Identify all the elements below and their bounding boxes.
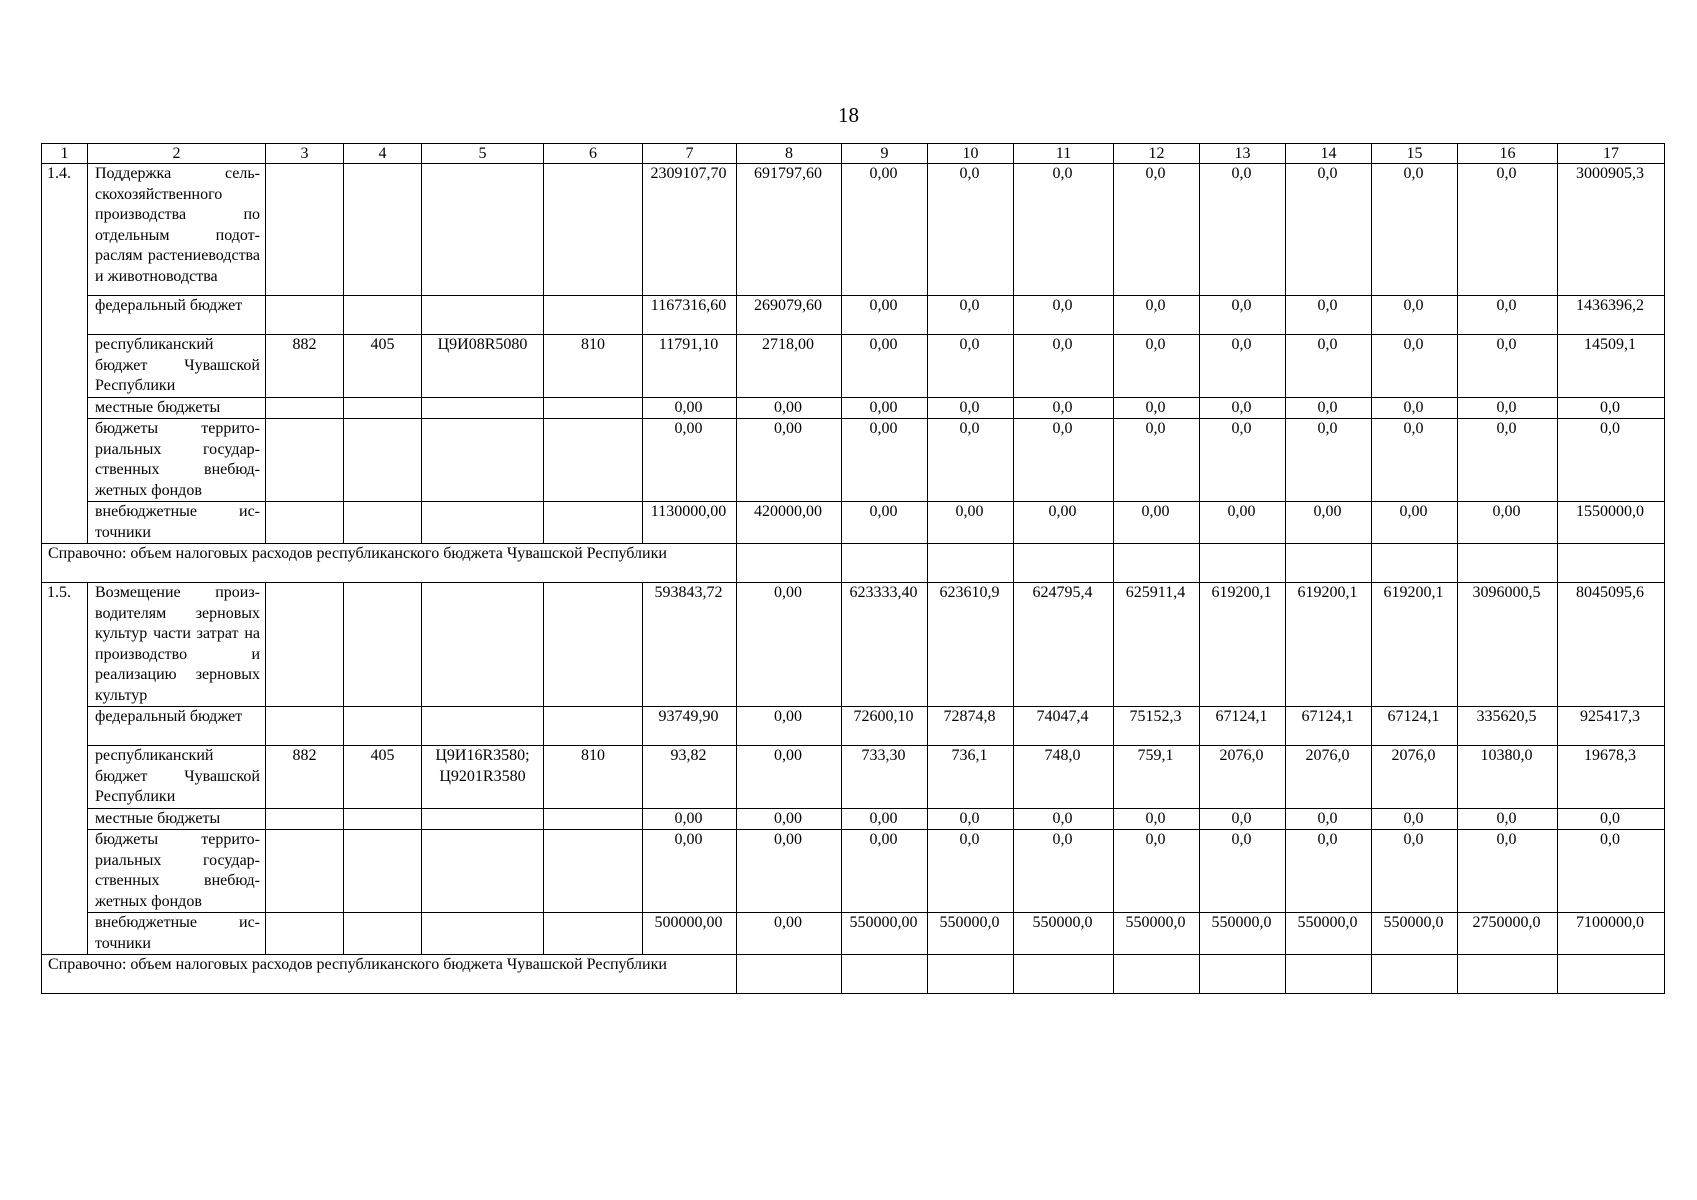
amount-cell: 0,00	[737, 830, 842, 913]
amount-cell: 0,0	[1286, 296, 1372, 335]
amount-cell: 0,0	[1200, 419, 1286, 502]
ministry-code-cell	[266, 707, 344, 746]
row-label-cell: Поддержка сельскохозяйственного производства по отдельным подотраслям растениеводства и животноводства	[88, 164, 266, 296]
amount-cell: 0,0	[1200, 335, 1286, 398]
amount-cell: 0,0	[1372, 296, 1458, 335]
column-number-cell: 14	[1286, 144, 1372, 164]
amount-cell: 0,00	[1458, 502, 1558, 544]
row-label-cell: бюджеты территориальных государственных внебюджетных фондов	[88, 419, 266, 502]
empty-cell	[1286, 955, 1372, 994]
amount-cell: 0,0	[1372, 335, 1458, 398]
expense-type-cell	[544, 583, 643, 707]
amount-cell: 0,0	[1458, 397, 1558, 419]
section-code-cell	[344, 913, 422, 955]
empty-cell	[737, 955, 842, 994]
table-row	[42, 746, 1665, 809]
target-article-cell	[422, 913, 544, 955]
column-number-cell: 11	[1014, 144, 1114, 164]
target-article-cell	[422, 808, 544, 830]
empty-cell	[1558, 955, 1665, 994]
row-label-cell: республиканский бюджет Чувашской Республики	[88, 746, 266, 809]
amount-cell: 550000,0	[1372, 913, 1458, 955]
target-article-cell	[422, 419, 544, 502]
amount-cell: 0,0	[1014, 397, 1114, 419]
row-label-cell: республиканский бюджет Чувашской Республики	[88, 335, 266, 398]
empty-cell	[737, 544, 842, 583]
amount-cell: 2750000,0	[1458, 913, 1558, 955]
amount-cell: 19678,3	[1558, 746, 1665, 809]
target-article-cell: Ц9И08R5080	[422, 335, 544, 398]
section-code-cell	[344, 830, 422, 913]
table-row	[42, 502, 1665, 544]
amount-cell: 0,00	[737, 746, 842, 809]
amount-cell: 550000,00	[842, 913, 928, 955]
row-label-cell: бюджеты территориальных государственных внебюджетных фондов	[88, 830, 266, 913]
target-article-cell	[422, 583, 544, 707]
empty-cell	[842, 544, 928, 583]
section-code-cell: 405	[344, 335, 422, 398]
amount-cell: 269079,60	[737, 296, 842, 335]
ministry-code-cell	[266, 808, 344, 830]
column-number-cell: 16	[1458, 144, 1558, 164]
target-article-cell: Ц9И16R3580; Ц9201R3580	[422, 746, 544, 809]
amount-cell: 0,00	[737, 397, 842, 419]
table-row	[42, 419, 1665, 502]
amount-cell: 0,0	[1286, 808, 1372, 830]
expense-type-cell	[544, 830, 643, 913]
empty-cell	[1458, 544, 1558, 583]
amount-cell: 0,0	[1114, 830, 1200, 913]
column-number-cell: 10	[928, 144, 1014, 164]
amount-cell: 736,1	[928, 746, 1014, 809]
empty-cell	[928, 544, 1014, 583]
amount-cell: 0,0	[1014, 830, 1114, 913]
amount-cell: 925417,3	[1558, 707, 1665, 746]
amount-cell: 0,0	[1558, 419, 1665, 502]
amount-cell: 93749,90	[643, 707, 737, 746]
target-article-cell	[422, 397, 544, 419]
amount-cell: 0,0	[1014, 419, 1114, 502]
amount-cell: 0,0	[928, 296, 1014, 335]
row-label-cell: Возмещение производителям зерновых культур части затрат на производство и реализацию зерновых культур	[88, 583, 266, 707]
target-article-cell	[422, 830, 544, 913]
amount-cell: 0,00	[1014, 502, 1114, 544]
amount-cell: 11791,10	[643, 335, 737, 398]
amount-cell: 0,0	[1200, 296, 1286, 335]
amount-cell: 93,82	[643, 746, 737, 809]
amount-cell: 0,00	[842, 502, 928, 544]
empty-cell	[928, 955, 1014, 994]
column-number-cell: 2	[88, 144, 266, 164]
amount-cell: 0,0	[1558, 808, 1665, 830]
ministry-code-cell	[266, 830, 344, 913]
amount-cell: 0,0	[928, 164, 1014, 296]
amount-cell: 550000,0	[1286, 913, 1372, 955]
amount-cell: 619200,1	[1286, 583, 1372, 707]
amount-cell: 0,0	[1558, 830, 1665, 913]
amount-cell: 733,30	[842, 746, 928, 809]
expense-type-cell	[544, 164, 643, 296]
amount-cell: 0,0	[1114, 335, 1200, 398]
section-code-cell	[344, 296, 422, 335]
amount-cell: 550000,0	[928, 913, 1014, 955]
amount-cell: 0,00	[928, 502, 1014, 544]
amount-cell: 0,00	[1200, 502, 1286, 544]
amount-cell: 0,00	[1114, 502, 1200, 544]
amount-cell: 0,0	[1014, 335, 1114, 398]
amount-cell: 0,0	[1014, 808, 1114, 830]
amount-cell: 0,0	[1372, 164, 1458, 296]
amount-cell: 550000,0	[1200, 913, 1286, 955]
section-code-cell	[344, 397, 422, 419]
amount-cell: 67124,1	[1372, 707, 1458, 746]
table-row	[42, 830, 1665, 913]
section-code-cell	[344, 808, 422, 830]
amount-cell: 7100000,0	[1558, 913, 1665, 955]
target-article-cell	[422, 707, 544, 746]
amount-cell: 0,0	[1558, 397, 1665, 419]
reference-note-cell: Справочно: объем налоговых расходов республиканского бюджета Чувашской Республики	[42, 544, 737, 583]
ministry-code-cell: 882	[266, 335, 344, 398]
amount-cell: 0,0	[1014, 164, 1114, 296]
column-number-cell: 7	[643, 144, 737, 164]
row-label-cell: федеральный бюджет	[88, 707, 266, 746]
target-article-cell	[422, 296, 544, 335]
amount-cell: 0,00	[842, 419, 928, 502]
amount-cell: 8045095,6	[1558, 583, 1665, 707]
empty-cell	[1014, 544, 1114, 583]
amount-cell: 0,0	[1014, 296, 1114, 335]
column-number-cell: 6	[544, 144, 643, 164]
page-number: 18	[838, 103, 859, 127]
amount-cell: 550000,0	[1014, 913, 1114, 955]
empty-cell	[1200, 955, 1286, 994]
amount-cell: 0,0	[1200, 397, 1286, 419]
column-number-cell: 17	[1558, 144, 1665, 164]
ministry-code-cell	[266, 397, 344, 419]
section-code-cell: 405	[344, 746, 422, 809]
amount-cell: 0,0	[1286, 335, 1372, 398]
amount-cell: 0,0	[1458, 164, 1558, 296]
amount-cell: 0,0	[1286, 397, 1372, 419]
amount-cell: 0,0	[1114, 397, 1200, 419]
amount-cell: 0,00	[842, 296, 928, 335]
amount-cell: 0,0	[1286, 164, 1372, 296]
amount-cell: 0,00	[842, 164, 928, 296]
amount-cell: 0,00	[842, 830, 928, 913]
amount-cell: 2309107,70	[643, 164, 737, 296]
amount-cell: 0,00	[737, 913, 842, 955]
amount-cell: 0,0	[1114, 164, 1200, 296]
table-row	[42, 164, 1665, 296]
amount-cell: 2076,0	[1286, 746, 1372, 809]
reference-note-row	[42, 544, 1665, 583]
amount-cell: 0,00	[643, 808, 737, 830]
amount-cell: 550000,0	[1114, 913, 1200, 955]
amount-cell: 75152,3	[1114, 707, 1200, 746]
expense-type-cell	[544, 502, 643, 544]
amount-cell: 74047,4	[1014, 707, 1114, 746]
amount-cell: 67124,1	[1286, 707, 1372, 746]
amount-cell: 0,0	[1114, 419, 1200, 502]
amount-cell: 0,00	[842, 397, 928, 419]
amount-cell: 0,0	[928, 419, 1014, 502]
row-label-cell: местные бюджеты	[88, 397, 266, 419]
amount-cell: 0,00	[643, 397, 737, 419]
amount-cell: 10380,0	[1458, 746, 1558, 809]
table-row	[42, 397, 1665, 419]
amount-cell: 0,0	[1200, 808, 1286, 830]
table-row	[42, 913, 1665, 955]
table-row	[42, 335, 1665, 398]
amount-cell: 0,0	[1114, 296, 1200, 335]
amount-cell: 1550000,0	[1558, 502, 1665, 544]
amount-cell: 0,00	[1372, 502, 1458, 544]
column-number-cell: 4	[344, 144, 422, 164]
amount-cell: 0,0	[1458, 419, 1558, 502]
amount-cell: 0,00	[737, 419, 842, 502]
row-label-cell: внебюджетные источники	[88, 502, 266, 544]
amount-cell: 0,00	[842, 808, 928, 830]
amount-cell: 619200,1	[1372, 583, 1458, 707]
item-number-cell: 1.5.	[42, 583, 88, 955]
amount-cell: 0,0	[928, 808, 1014, 830]
amount-cell: 0,0	[1114, 808, 1200, 830]
ministry-code-cell	[266, 502, 344, 544]
section-code-cell	[344, 583, 422, 707]
empty-cell	[1014, 955, 1114, 994]
amount-cell: 14509,1	[1558, 335, 1665, 398]
ministry-code-cell	[266, 583, 344, 707]
expense-type-cell	[544, 913, 643, 955]
ministry-code-cell: 882	[266, 746, 344, 809]
amount-cell: 420000,00	[737, 502, 842, 544]
empty-cell	[1458, 955, 1558, 994]
column-number-cell: 12	[1114, 144, 1200, 164]
amount-cell: 0,0	[1372, 808, 1458, 830]
expense-type-cell: 810	[544, 335, 643, 398]
amount-cell: 625911,4	[1114, 583, 1200, 707]
amount-cell: 0,0	[1458, 296, 1558, 335]
amount-cell: 0,0	[1458, 335, 1558, 398]
amount-cell: 0,00	[737, 808, 842, 830]
empty-cell	[1114, 544, 1200, 583]
ministry-code-cell	[266, 419, 344, 502]
amount-cell: 0,0	[1372, 419, 1458, 502]
section-code-cell	[344, 707, 422, 746]
empty-cell	[1372, 955, 1458, 994]
amount-cell: 619200,1	[1200, 583, 1286, 707]
amount-cell: 748,0	[1014, 746, 1114, 809]
amount-cell: 0,0	[1286, 830, 1372, 913]
section-code-cell	[344, 164, 422, 296]
section-code-cell	[344, 502, 422, 544]
column-number-cell: 1	[42, 144, 88, 164]
amount-cell: 0,0	[1458, 808, 1558, 830]
empty-cell	[842, 955, 928, 994]
table-row	[42, 296, 1665, 335]
amount-cell: 1167316,60	[643, 296, 737, 335]
amount-cell: 0,0	[928, 830, 1014, 913]
amount-cell: 72874,8	[928, 707, 1014, 746]
amount-cell: 0,00	[737, 583, 842, 707]
row-label-cell: федеральный бюджет	[88, 296, 266, 335]
expense-type-cell	[544, 397, 643, 419]
row-label-cell: местные бюджеты	[88, 808, 266, 830]
expense-type-cell	[544, 808, 643, 830]
reference-note-row	[42, 955, 1665, 994]
amount-cell: 1130000,00	[643, 502, 737, 544]
empty-cell	[1286, 544, 1372, 583]
section-code-cell	[344, 419, 422, 502]
amount-cell: 0,0	[1458, 830, 1558, 913]
amount-cell: 2718,00	[737, 335, 842, 398]
amount-cell: 759,1	[1114, 746, 1200, 809]
table-row	[42, 583, 1665, 707]
amount-cell: 0,00	[643, 419, 737, 502]
amount-cell: 0,0	[1286, 419, 1372, 502]
item-number-cell: 1.4.	[42, 164, 88, 544]
amount-cell: 0,0	[928, 397, 1014, 419]
amount-cell: 1436396,2	[1558, 296, 1665, 335]
ministry-code-cell	[266, 296, 344, 335]
target-article-cell	[422, 164, 544, 296]
expense-type-cell	[544, 419, 643, 502]
amount-cell: 0,00	[1286, 502, 1372, 544]
expense-type-cell	[544, 707, 643, 746]
amount-cell: 67124,1	[1200, 707, 1286, 746]
target-article-cell	[422, 502, 544, 544]
amount-cell: 3096000,5	[1458, 583, 1558, 707]
amount-cell: 0,0	[1372, 397, 1458, 419]
amount-cell: 2076,0	[1372, 746, 1458, 809]
column-number-cell: 5	[422, 144, 544, 164]
amount-cell: 0,0	[1200, 164, 1286, 296]
column-number-cell: 15	[1372, 144, 1458, 164]
empty-cell	[1558, 544, 1665, 583]
empty-cell	[1114, 955, 1200, 994]
budget-table	[41, 143, 1665, 994]
table-row	[42, 808, 1665, 830]
amount-cell: 3000905,3	[1558, 164, 1665, 296]
empty-cell	[1200, 544, 1286, 583]
header-row	[42, 144, 1665, 164]
empty-cell	[1372, 544, 1458, 583]
amount-cell: 624795,4	[1014, 583, 1114, 707]
column-number-cell: 9	[842, 144, 928, 164]
amount-cell: 0,0	[1200, 830, 1286, 913]
amount-cell: 2076,0	[1200, 746, 1286, 809]
amount-cell: 691797,60	[737, 164, 842, 296]
amount-cell: 0,0	[928, 335, 1014, 398]
expense-type-cell	[544, 296, 643, 335]
amount-cell: 72600,10	[842, 707, 928, 746]
amount-cell: 623333,40	[842, 583, 928, 707]
amount-cell: 593843,72	[643, 583, 737, 707]
column-number-cell: 13	[1200, 144, 1286, 164]
column-number-cell: 3	[266, 144, 344, 164]
amount-cell: 623610,9	[928, 583, 1014, 707]
amount-cell: 0,00	[842, 335, 928, 398]
column-number-cell: 8	[737, 144, 842, 164]
reference-note-cell: Справочно: объем налоговых расходов республиканского бюджета Чувашской Республики	[42, 955, 737, 994]
ministry-code-cell	[266, 164, 344, 296]
row-label-cell: внебюджетные источники	[88, 913, 266, 955]
amount-cell: 335620,5	[1458, 707, 1558, 746]
amount-cell: 0,00	[737, 707, 842, 746]
amount-cell: 0,0	[1372, 830, 1458, 913]
amount-cell: 0,00	[643, 830, 737, 913]
table-row	[42, 707, 1665, 746]
amount-cell: 500000,00	[643, 913, 737, 955]
ministry-code-cell	[266, 913, 344, 955]
expense-type-cell: 810	[544, 746, 643, 809]
